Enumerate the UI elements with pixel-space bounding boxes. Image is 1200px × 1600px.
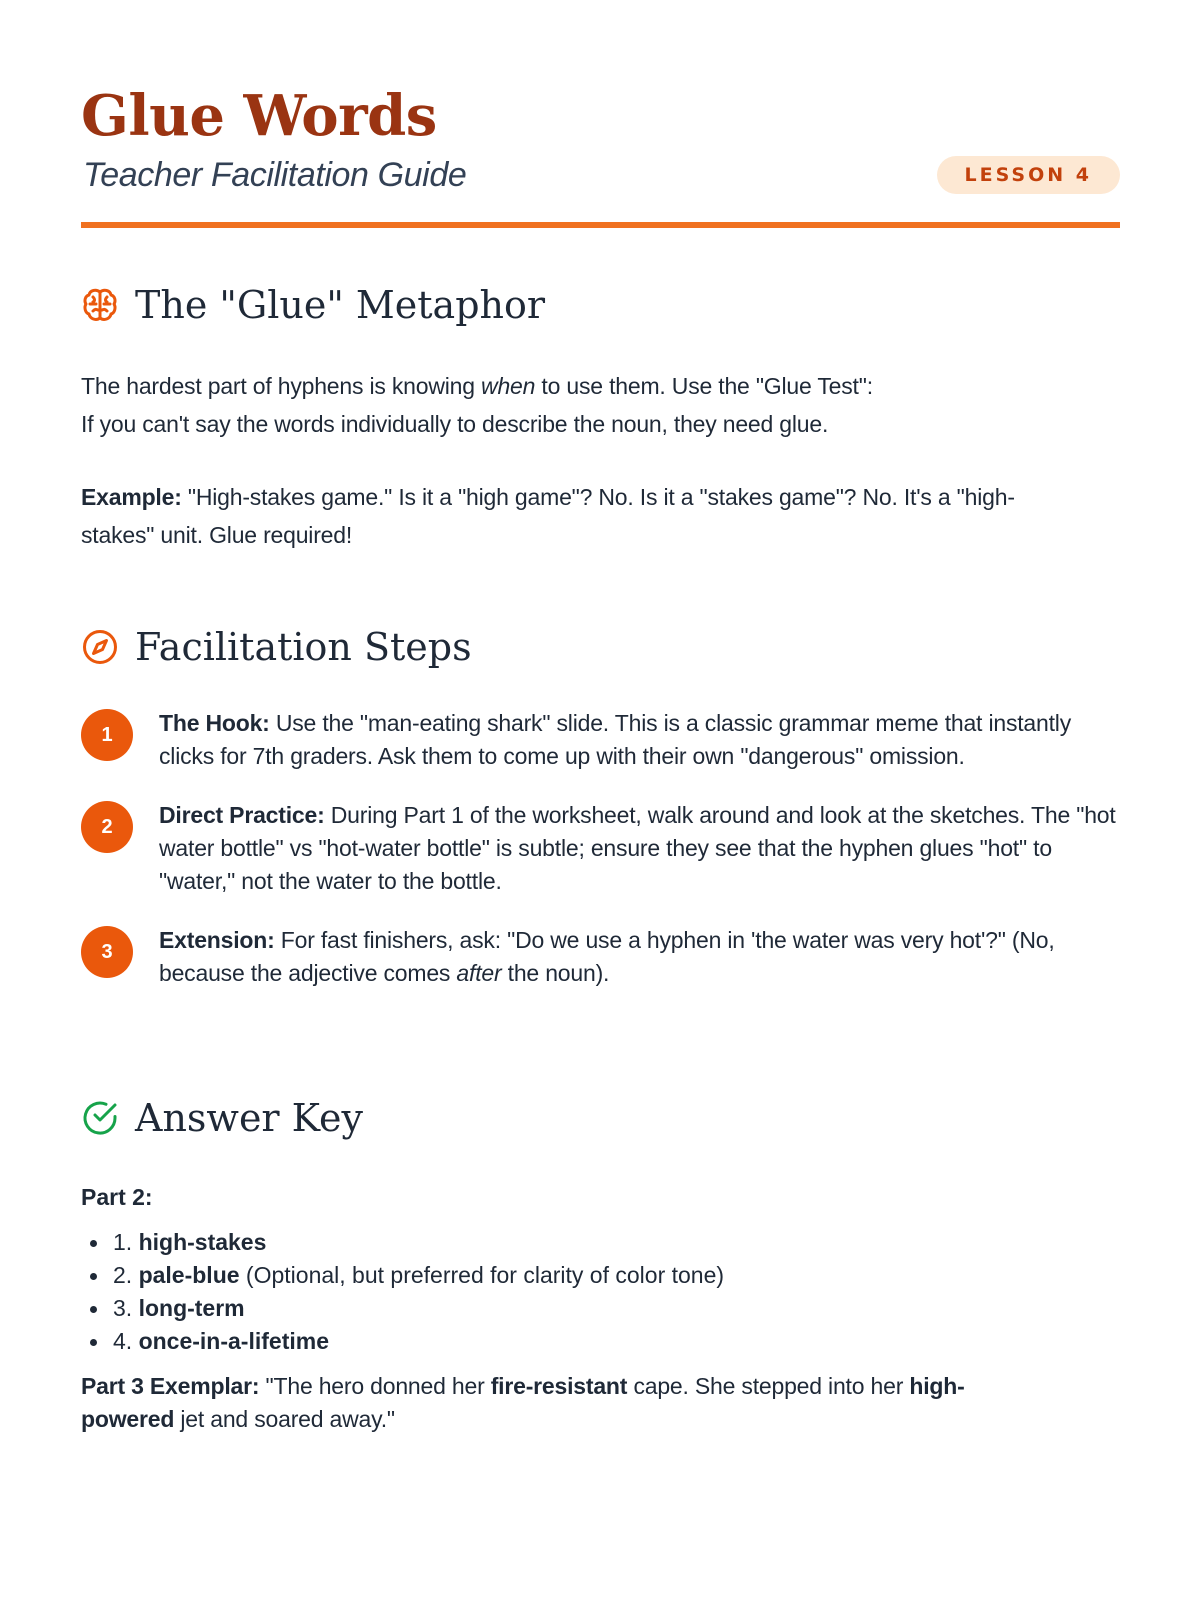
metaphor-emphasis: when xyxy=(481,373,536,399)
step-body-end: the noun). xyxy=(501,960,610,986)
step-text xyxy=(159,799,1121,898)
answer-key-heading-text: Answer Key xyxy=(135,1096,363,1140)
answer-word: long-term xyxy=(138,1295,245,1321)
page-subtitle: Teacher Facilitation Guide xyxy=(83,156,467,194)
answer-number: 3. xyxy=(113,1295,133,1321)
list-item xyxy=(81,799,1121,898)
list-item xyxy=(113,1292,724,1325)
check-circle-icon xyxy=(81,1099,119,1137)
step-number: 1 xyxy=(81,709,133,761)
step-text xyxy=(159,707,1121,773)
answer-word: once-in-a-lifetime xyxy=(138,1328,329,1354)
step-label: Extension: xyxy=(159,927,275,953)
brain-icon xyxy=(81,286,119,324)
step-body: During Part 1 of the worksheet, walk around and look at the sketches. The "hot water bottle" vs "hot-water bottle" is subtle; ensure they see that the hyphen glues "hot" to "water," not the water to the bottle. xyxy=(159,802,1116,894)
list-item xyxy=(113,1259,724,1292)
exemplar-text-2: cape. She stepped into her xyxy=(627,1373,910,1399)
list-item xyxy=(113,1226,724,1259)
metaphor-paragraph xyxy=(81,367,1121,443)
answer-number: 1. xyxy=(113,1229,133,1255)
answer-word: pale-blue xyxy=(138,1262,240,1288)
list-item xyxy=(81,707,1121,773)
list-item xyxy=(113,1325,724,1358)
part3-exemplar xyxy=(81,1370,1041,1436)
step-emphasis: after xyxy=(456,960,502,986)
step-number: 2 xyxy=(81,801,133,853)
metaphor-heading-text: The "Glue" Metaphor xyxy=(135,283,546,327)
list-item xyxy=(81,924,1121,990)
steps-heading-text: Facilitation Steps xyxy=(135,625,472,669)
answer-word: high-stakes xyxy=(138,1229,267,1255)
example-label: Example: xyxy=(81,484,182,510)
step-text xyxy=(159,924,1121,990)
step-body: Use the "man-eating shark" slide. This is a classic grammar meme that instantly clicks for 7th graders. Ask them to come up with their own "dangerous" omission. xyxy=(159,710,1072,769)
exemplar-text-3: jet and soared away." xyxy=(174,1406,395,1432)
exemplar-text-1: "The hero donned her xyxy=(259,1373,491,1399)
part3-label: Part 3 Exemplar: xyxy=(81,1373,260,1399)
step-body: For fast finishers, ask: "Do we use a hyphen in 'the water was very hot'?" (No, because the adjective comes xyxy=(159,927,1055,986)
metaphor-heading xyxy=(81,275,545,335)
step-number: 3 xyxy=(81,926,133,978)
metaphor-text-1: The hardest part of hyphens is knowing xyxy=(81,373,482,399)
answer-number: 4. xyxy=(113,1328,133,1354)
answer-key-heading xyxy=(81,1088,363,1148)
example-text: "High-stakes game." Is it a "high game"? No. Is it a "stakes game"? No. It's a "high-stakes" unit. Glue required! xyxy=(81,484,1015,548)
metaphor-text-2: to use them. Use the "Glue Test": xyxy=(535,373,873,399)
steps-heading xyxy=(81,617,472,677)
steps-list xyxy=(81,707,1121,1016)
page-title: Glue Words xyxy=(81,83,437,149)
step-label: The Hook: xyxy=(159,710,270,736)
page-header xyxy=(81,78,1120,228)
answer-list xyxy=(81,1226,724,1358)
step-label: Direct Practice: xyxy=(159,802,325,828)
metaphor-example xyxy=(81,478,1081,554)
metaphor-text-3: If you can't say the words individually to describe the noun, they need glue. xyxy=(81,411,829,437)
lesson-badge: LESSON 4 xyxy=(937,156,1121,194)
exemplar-bold-1: fire-resistant xyxy=(490,1373,628,1399)
exemplar-bold-2: high-powered xyxy=(81,1373,965,1432)
compass-icon xyxy=(81,628,119,666)
answer-note: (Optional, but preferred for clarity of color tone) xyxy=(239,1262,725,1288)
part2-label: Part 2: xyxy=(81,1184,153,1210)
answer-number: 2. xyxy=(113,1262,133,1288)
